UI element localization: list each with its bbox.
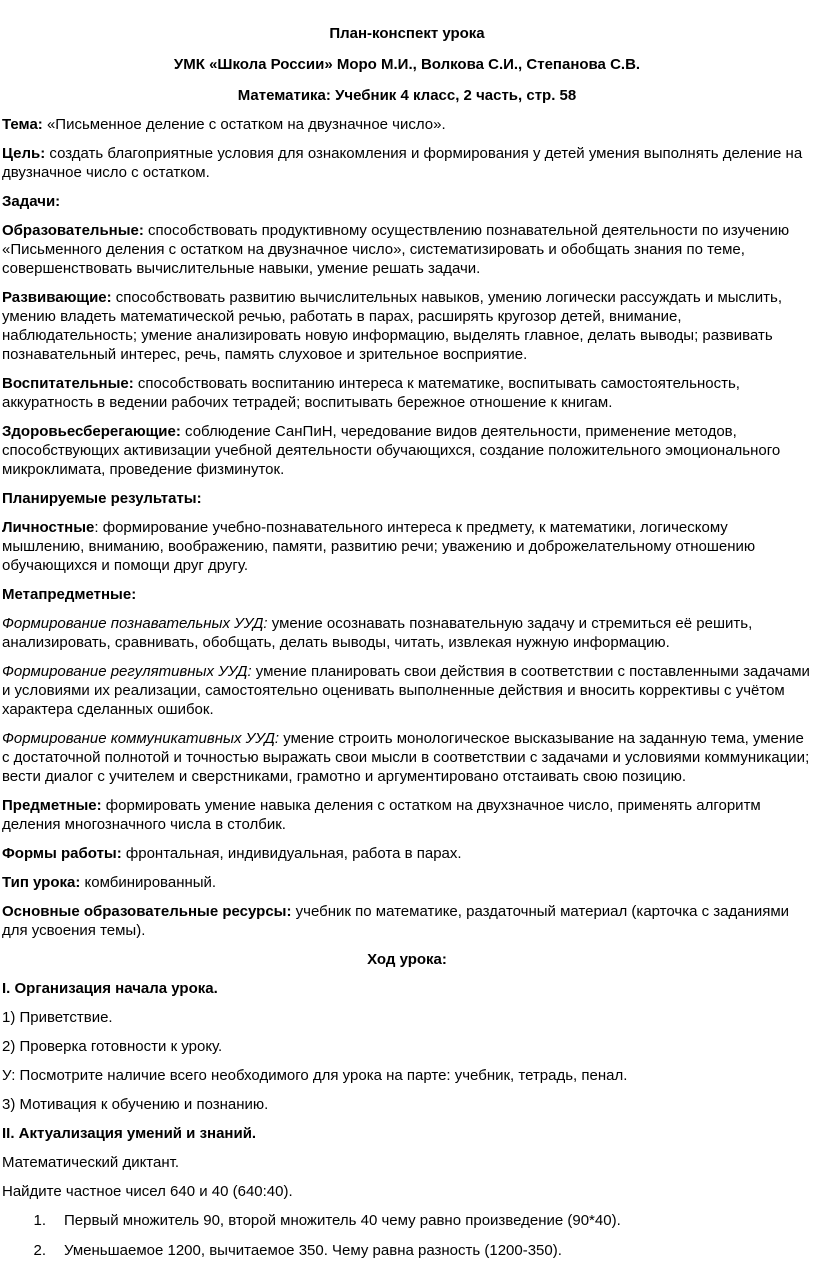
dictation-list bbox=[2, 1211, 812, 1260]
stage2-heading bbox=[2, 1124, 812, 1143]
regulative-label: Формирование регулятивных УУД: bbox=[2, 663, 252, 680]
stage2-task: Найдите частное чисел 640 и 40 (640:40). bbox=[2, 1183, 293, 1200]
list-item-number: 1. bbox=[33, 1212, 46, 1229]
health-text: соблюдение СанПиН, чередование видов деятельности, применение методов, способствующих активизации учебной деятельности обучающихся, создание положительного эмоционального микроклимата, проведение физминуток. bbox=[2, 423, 781, 478]
lesson-type-label: Тип урока: bbox=[2, 874, 81, 891]
meta-heading bbox=[2, 585, 812, 604]
educational-text: способствовать продуктивному осуществлению познавательной деятельности по изучению «Письменного деления с остатком на двузначное число», систематизировать и обобщать знания по теме, совершенствовать вычислительные навыки, умение решать задачи. bbox=[2, 222, 790, 277]
list-item bbox=[2, 1241, 812, 1260]
health-paragraph bbox=[2, 422, 812, 479]
meta-heading-text: Метапредметные: bbox=[2, 586, 137, 603]
tasks-heading bbox=[2, 192, 812, 211]
goal-label: Цель: bbox=[2, 145, 46, 162]
list-item-text: Уменьшаемое 1200, вычитаемое 350. Чему равна разность (1200-350). bbox=[64, 1242, 562, 1259]
topic-text: «Письменное деление с остатком на двузначное число». bbox=[42, 116, 446, 133]
results-heading bbox=[2, 489, 812, 508]
developing-text: способствовать развитию вычислительных навыков, умению логически рассуждать и мыслить, умению владеть математической речью, работать в парах, расширять кругозор детей, внимание, наблюдательность; умение анализировать новую информацию, выделять главное, делать выводы; развивать познавательный интерес, речь, память слуховое и зрительное восприятие. bbox=[2, 289, 783, 363]
goal-text: создать благоприятные условия для ознакомления и формирования у детей умения выполнять деление на двузначное число с остатком. bbox=[2, 145, 803, 181]
communicative-label: Формирование коммуникативных УУД: bbox=[2, 730, 280, 747]
stage1-item: 3) Мотивация к обучению и познанию. bbox=[2, 1096, 269, 1113]
subject-results-paragraph bbox=[2, 796, 812, 834]
cognitive-label: Формирование познавательных УУД: bbox=[2, 615, 268, 632]
results-heading-text: Планируемые результаты: bbox=[2, 490, 202, 507]
subject-results-text: формировать умение навыка деления с остатком на двухзначное число, применять алгоритм деления многозначного числа в столбик. bbox=[2, 797, 761, 833]
health-label: Здоровьесберегающие: bbox=[2, 423, 181, 440]
goal-paragraph bbox=[2, 144, 812, 182]
forms-label: Формы работы: bbox=[2, 845, 122, 862]
developing-paragraph bbox=[2, 288, 812, 364]
communicative-paragraph bbox=[2, 729, 812, 786]
stage2-intro: Математический диктант. bbox=[2, 1154, 180, 1171]
stage1-item: 1) Приветствие. bbox=[2, 1009, 113, 1026]
upbringing-text: способствовать воспитанию интереса к математике, воспитывать самостоятельность, аккуратность в ведении рабочих тетрадей; воспитывать бережное отношение к книгам. bbox=[2, 375, 740, 411]
stage2-heading-text: II. Актуализация умений и знаний. bbox=[2, 1125, 257, 1142]
lesson-type-paragraph bbox=[2, 873, 812, 892]
upbringing-paragraph bbox=[2, 374, 812, 412]
subject-results-label: Предметные: bbox=[2, 797, 102, 814]
developing-label: Развивающие: bbox=[2, 289, 112, 306]
page-title: План-конспект урока bbox=[329, 25, 485, 42]
communicative-text: умение строить монологическое высказывание на заданную тема, умение с достаточной полнотой и точностью выражать свои мысли в соответствии с задачами и условиями коммуникации; вести диалог с учителем и сверстниками, грамотно и аргументировано отстаивать свою позицию. bbox=[2, 730, 810, 785]
tasks-heading-text: Задачи: bbox=[2, 193, 61, 210]
resources-label: Основные образовательные ресурсы: bbox=[2, 903, 292, 920]
personal-text: : формирование учебно-познавательного интереса к предмету, к математики, логическому мышлению, вниманию, воображению, памяти, развитию речи; уважению и доброжелательному отношению обучающихся и помощи друг другу. bbox=[2, 519, 756, 574]
regulative-text: умение планировать свои действия в соответствии с поставленными задачами и условиями их реализации, самостоятельно оценивать выполненные действия и вносить коррективы с учётом характера сделанных ошибок. bbox=[2, 663, 810, 718]
cognitive-text: умение осознавать познавательную задачу и стремиться её решить, анализировать, сравнивать, обобщать, делать выводы, читать, извлекая нужную информацию. bbox=[2, 615, 753, 651]
educational-label: Образовательные: bbox=[2, 222, 144, 239]
list-item-number: 2. bbox=[33, 1242, 46, 1259]
regulative-paragraph bbox=[2, 662, 812, 719]
topic-paragraph bbox=[2, 115, 812, 134]
upbringing-label: Воспитательные: bbox=[2, 375, 134, 392]
list-item bbox=[2, 1211, 812, 1230]
forms-text: фронтальная, индивидуальная, работа в парах. bbox=[121, 845, 462, 862]
lesson-type-text: комбинированный. bbox=[80, 874, 217, 891]
list-item-text: Первый множитель 90, второй множитель 40 чему равно произведение (90*40). bbox=[64, 1212, 621, 1229]
stage1-item: 2) Проверка готовности к уроку. bbox=[2, 1038, 223, 1055]
topic-label: Тема: bbox=[2, 116, 43, 133]
forms-paragraph bbox=[2, 844, 812, 863]
stage1-heading-text: I. Организация начала урока. bbox=[2, 980, 218, 997]
course-heading: Ход урока: bbox=[367, 951, 447, 968]
umk-line: УМК «Школа России» Моро М.И., Волкова С.И., Степанова С.В. bbox=[173, 56, 641, 73]
cognitive-paragraph bbox=[2, 614, 812, 652]
personal-paragraph bbox=[2, 518, 812, 575]
resources-paragraph bbox=[2, 902, 812, 940]
resources-text: учебник по математике, раздаточный материал (карточка с заданиями для усвоения темы). bbox=[2, 903, 790, 939]
subject-line: Математика: Учебник 4 класс, 2 часть, стр. 58 bbox=[237, 87, 577, 104]
personal-label: Личностные bbox=[2, 519, 95, 536]
stage1-heading bbox=[2, 979, 812, 998]
educational-paragraph bbox=[2, 221, 812, 278]
stage1-item: У: Посмотрите наличие всего необходимого для урока на парте: учебник, тетрадь, пенал. bbox=[2, 1067, 628, 1084]
